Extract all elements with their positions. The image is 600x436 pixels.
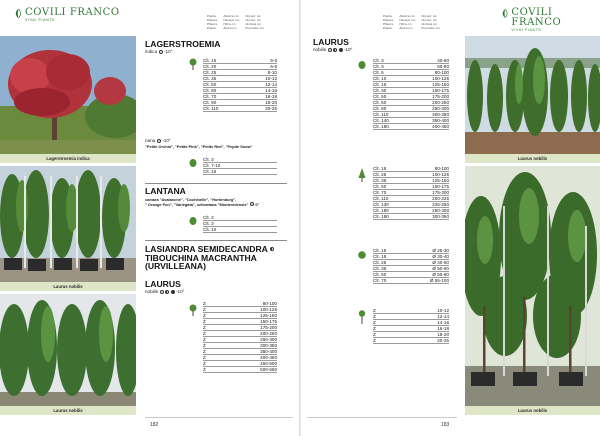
size-range: 8-10 <box>267 69 277 75</box>
legend-text: Pianta <box>383 14 392 18</box>
circumference-range: 20-25 <box>437 337 449 343</box>
size-range: 150-175 <box>260 318 277 324</box>
ball-bush-thumbnail-icon <box>358 250 366 260</box>
pot-size: Clt. 110 <box>373 195 389 201</box>
pot-size: Clt. 50 <box>373 99 387 105</box>
size-range: 125-150 <box>432 177 449 183</box>
footer-rule-right <box>307 417 457 418</box>
min-temperature: -10° <box>164 48 173 54</box>
footer-rule-left <box>145 417 293 418</box>
section-title: LAURUS <box>313 37 349 47</box>
pot-size: Clt. 3 <box>373 63 384 69</box>
section-title-line: (URVILLEANA) <box>145 261 206 272</box>
species-name: nobilis <box>313 46 327 52</box>
section-divider <box>145 183 287 184</box>
pot-size: Clt. 15 <box>203 168 217 174</box>
legend-text: Plantes <box>383 18 394 22</box>
pot-size: Clt. 60 <box>203 87 217 93</box>
legend-text: Perímetro cm <box>421 26 440 30</box>
pot-size: Clt. 35 <box>373 265 387 271</box>
laurus-left-section <box>145 280 295 295</box>
pot-size: Clt. 25 <box>373 259 387 265</box>
pot-size: Clt. 50 <box>373 271 387 277</box>
legend-text: Circonf. cm <box>421 18 437 22</box>
page-number-left: 182 <box>150 422 159 428</box>
pot-size: Clt. 70 <box>203 93 217 99</box>
laurus-right-table-3 <box>373 248 449 284</box>
legend-text: Planta <box>383 26 392 30</box>
species-name: indica <box>145 48 158 54</box>
section-subtitle <box>313 47 463 53</box>
size-range: 200-250 <box>260 330 277 336</box>
table-row <box>373 338 449 344</box>
pot-size: Clt. 15 <box>203 57 217 63</box>
size-range: 150-175 <box>432 183 449 189</box>
column-legend-right <box>383 14 440 30</box>
pot-size: Clt. 180 <box>373 123 389 129</box>
lagerstroemia-section <box>145 40 291 55</box>
pot-size: Clt. 35 <box>373 177 387 183</box>
half-shade-icon <box>165 290 169 294</box>
brand-name: COVILI FRANCO <box>511 7 562 28</box>
section-title-line: TIBOUCHINA MACRANTHA <box>145 252 257 263</box>
full-sun-icon <box>250 202 254 206</box>
size-range: 20-25 <box>265 105 277 111</box>
table-row <box>203 227 277 233</box>
size-range: 40-60 <box>437 57 449 63</box>
laurus-photo-image <box>465 166 600 406</box>
pot-size: Z <box>203 336 206 342</box>
min-temperature: 0° <box>255 201 260 207</box>
section-title: LANTANA <box>145 186 186 196</box>
size-range: 100-125 <box>432 75 449 81</box>
size-range: 200-225 <box>432 195 449 201</box>
min-temperature: -10° <box>344 46 353 52</box>
diameter-range: Ø 40-50 <box>432 259 449 265</box>
pot-size: Clt. 70 <box>373 189 387 195</box>
pot-size: Clt. 10 <box>373 75 387 81</box>
pot-size: Clt. 180 <box>373 213 389 219</box>
size-range: 175-200 <box>432 189 449 195</box>
pot-size: Clt. 70 <box>373 277 387 283</box>
pot-size: Z <box>203 360 206 366</box>
pot-size: Clt. 25 <box>203 69 217 75</box>
variety-list: " Orange Fun", "Variegata", sellowiana "Montevidensis" <box>145 201 249 207</box>
pot-size: Clt. 15 <box>373 81 387 87</box>
tree-thumbnail-icon <box>189 304 197 316</box>
table-row <box>373 278 449 284</box>
legend-text: Altura cm <box>399 26 413 30</box>
pot-size: Z <box>373 319 376 325</box>
laurus-photo-image <box>465 36 600 154</box>
lagerstroemia-nana-section <box>145 138 295 149</box>
legend-text: Pianta <box>207 14 216 18</box>
pot-size: Clt. 35 <box>203 75 217 81</box>
pot-size: Clt. 50 <box>373 93 387 99</box>
pot-size: Clt. 15 <box>373 247 387 253</box>
pot-size: Clt. 90 <box>203 99 217 105</box>
legend-text: Umfang cm <box>421 22 438 26</box>
pot-size: Clt. 50 <box>203 81 217 87</box>
circumference-range: 18-20 <box>437 331 449 337</box>
pot-size: Z <box>203 318 206 324</box>
size-range: 250-300 <box>260 336 277 342</box>
pot-size: Z <box>373 325 376 331</box>
size-range: 80-100 <box>262 300 277 306</box>
lasiandra-section <box>145 245 295 271</box>
legend-text: Circonf. cm <box>245 18 261 22</box>
legend-text: Altezza cm <box>223 14 239 18</box>
lantana-section <box>145 187 295 207</box>
photo-laurus-left-2 <box>0 294 136 406</box>
laurus-left-table <box>203 301 277 373</box>
pot-size: Clt. 25 <box>373 171 387 177</box>
size-range: 175-200 <box>432 93 449 99</box>
pot-size: Z <box>373 337 376 343</box>
pot-size: Clt. 180 <box>373 207 389 213</box>
size-range: 10-12 <box>265 75 277 81</box>
pot-size: Z <box>373 313 376 319</box>
shade-icon <box>171 290 175 294</box>
photo-laurus-right-1 <box>465 36 600 154</box>
pot-size: Clt. 3 <box>373 57 384 63</box>
size-range: 100-125 <box>432 171 449 177</box>
bush-thumbnail-icon <box>358 60 366 70</box>
size-range: 18-20 <box>265 99 277 105</box>
brand-leaf-icon <box>501 8 509 19</box>
full-sun-icon <box>157 139 161 143</box>
full-sun-icon <box>159 50 163 54</box>
brand-name: COVILI FRANCO <box>25 7 120 18</box>
size-range: 350-400 <box>432 117 449 123</box>
brand-tagline: VIVAI PIANTE <box>25 18 56 22</box>
legend-text: Perímetro cm <box>245 26 264 30</box>
size-range: 400-450 <box>260 354 277 360</box>
pot-size: Clt. 3 <box>203 156 214 162</box>
photo-laurus-left-1 <box>0 166 136 282</box>
pot-size: Z <box>373 331 376 337</box>
legend-text: Altezza cm <box>399 14 415 18</box>
circumference-range: 14-16 <box>437 319 449 325</box>
photo-lagerstroemia <box>0 36 136 154</box>
pot-size: Z <box>203 306 206 312</box>
circumference-range: 16-18 <box>437 325 449 331</box>
column-legend-left <box>207 14 264 30</box>
lagerstroemia-photo-image <box>0 36 136 154</box>
diameter-range: Ø 25-30 <box>432 247 449 253</box>
min-temperature: -10° <box>176 288 185 294</box>
size-range: 350-400 <box>260 348 277 354</box>
brand-left <box>14 8 120 22</box>
laurus-right-table-4 <box>373 308 449 344</box>
diameter-range: Ø 55-100 <box>429 277 449 283</box>
variety-list: camara "Avalanche", "Cochinelle", "Hortenburg", <box>145 196 237 202</box>
caption-laurus-right-1: Laurus nobilis <box>465 154 600 163</box>
lantana-table <box>203 215 277 233</box>
table-row <box>203 169 277 175</box>
legend-text: Plantes <box>207 18 218 22</box>
size-range: 250-300 <box>432 105 449 111</box>
section-subtitle <box>145 49 291 55</box>
brand-tagline: VIVAI PIANTE <box>511 28 542 32</box>
shade-icon <box>339 48 343 52</box>
pot-size: Clt. 80 <box>373 105 387 111</box>
brand-right <box>501 8 600 32</box>
legend-text: Hauteur cm <box>223 18 240 22</box>
pot-size: Clt. 130 <box>373 201 389 207</box>
tree-thumbnail-icon <box>189 58 197 70</box>
legend-text: Höhe cm <box>223 22 236 26</box>
legend-text: Pflanze <box>383 22 394 26</box>
legend-text: Umfang cm <box>245 22 262 26</box>
size-range: 150-175 <box>432 87 449 93</box>
circumference-range: 12-14 <box>437 313 449 319</box>
caption-laurus-left-1: Laurus nobilis <box>0 282 136 291</box>
page-spine <box>299 0 301 436</box>
diameter-range: Ø 50-60 <box>432 271 449 277</box>
section-divider <box>145 240 287 241</box>
pot-size: Z <box>203 342 206 348</box>
laurus-photo-image <box>0 294 136 406</box>
legend-text: Circonf. cm <box>245 14 261 18</box>
size-range: 12-14 <box>265 81 277 87</box>
size-range: 300-350 <box>432 111 449 117</box>
size-range: 500-550 <box>260 366 277 372</box>
lagerstroemia-table <box>203 58 277 112</box>
pot-size: Clt. 110 <box>373 111 389 117</box>
size-range: 300-350 <box>260 342 277 348</box>
page-number-right: 183 <box>441 422 450 428</box>
size-range: 175-200 <box>260 324 277 330</box>
pot-size: Clt. 18 <box>373 253 387 259</box>
variety-list: "Petite Orchid", "Petite Pink", "Petite Red", "Pepite Snow" <box>145 144 253 149</box>
pot-size: Z <box>203 354 206 360</box>
size-range: 80-100 <box>434 69 449 75</box>
legend-text: Pflanze <box>207 22 218 26</box>
section-title-line: LASIANDRA SEMIDECANDRA <box>145 244 268 254</box>
cone-tree-thumbnail-icon <box>358 168 366 182</box>
pot-size: Clt. 18 <box>373 165 387 171</box>
size-range: 400-450 <box>432 123 449 129</box>
size-range: 60-80 <box>437 63 449 69</box>
size-range: 125-150 <box>432 81 449 87</box>
size-range: 100-125 <box>260 306 277 312</box>
diameter-range: Ø 50-60 <box>432 265 449 271</box>
table-row <box>373 214 449 220</box>
pot-size: Clt. 110 <box>203 105 219 111</box>
full-sun-icon <box>328 48 332 52</box>
size-range: 300-350 <box>432 213 449 219</box>
pot-size: Clt. 2 <box>203 214 214 220</box>
pot-size: Z <box>203 366 206 372</box>
caption-lagerstroemia: Lagerstroemia indica <box>0 154 136 163</box>
variety-list-with-temp <box>145 202 295 207</box>
brand-leaf-icon <box>14 8 23 19</box>
photo-laurus-right-2 <box>465 166 600 406</box>
size-range: 125-150 <box>260 312 277 318</box>
size-range: 200-250 <box>432 99 449 105</box>
section-title: LAURUS <box>145 279 181 289</box>
pot-size: Clt. 5 <box>373 69 384 75</box>
pot-size: Clt. 3 <box>203 220 214 226</box>
table-row <box>373 124 449 130</box>
section-title: LAGERSTROEMIA <box>145 39 221 49</box>
caption-laurus-right-2: Laurus nobilis <box>465 406 600 415</box>
size-range: 250-300 <box>432 207 449 213</box>
size-range: 16-18 <box>265 93 277 99</box>
laurus-right-table-1 <box>373 58 449 130</box>
size-range: 14-16 <box>265 87 277 93</box>
pot-size: Clt. 50 <box>373 183 387 189</box>
size-range: 80-100 <box>434 165 449 171</box>
size-range: 6-8 <box>270 63 277 69</box>
pot-size: Clt. 20 <box>203 63 217 69</box>
pot-size: Z <box>203 348 206 354</box>
pot-size: Clt. 7-10 <box>203 162 221 168</box>
pot-size: Z <box>373 307 376 313</box>
laurus-right-table-2 <box>373 166 449 220</box>
variety-name: nana <box>145 138 156 143</box>
laurus-right-section <box>313 38 463 53</box>
section-subtitle <box>145 289 295 295</box>
pot-size: Clt. 30 <box>373 87 387 93</box>
table-row <box>203 367 277 373</box>
laurus-photo-image <box>0 166 136 282</box>
pot-size: Clt. 10 <box>203 226 217 232</box>
size-range: 5-6 <box>270 57 277 63</box>
shrub-thumbnail-icon <box>189 216 197 226</box>
legend-text: Hauteur cm <box>399 18 416 22</box>
circumference-range: 10-12 <box>437 307 449 313</box>
legend-text: Planta <box>207 26 216 30</box>
legend-text: Höhe cm <box>399 22 412 26</box>
pot-size: Z <box>203 300 206 306</box>
lagerstroemia-nana-table <box>203 157 277 175</box>
pot-size: Z <box>203 330 206 336</box>
size-range: 450-500 <box>260 360 277 366</box>
caption-laurus-left-2: Laurus nobilis <box>0 406 136 415</box>
species-name: nobilis <box>145 288 159 294</box>
table-row <box>203 106 277 112</box>
legend-text: Circonf. cm <box>421 14 437 18</box>
standard-tree-thumbnail-icon <box>358 310 366 324</box>
full-sun-icon <box>160 290 164 294</box>
pot-size: Z <box>203 312 206 318</box>
diameter-range: Ø 30-40 <box>432 253 449 259</box>
pot-size: Z <box>203 324 206 330</box>
legend-text: Altura cm <box>223 26 237 30</box>
half-shade-icon <box>333 48 337 52</box>
shrub-thumbnail-icon <box>189 158 197 168</box>
pot-size: Clt. 140 <box>373 117 389 123</box>
min-temperature: -10° <box>162 138 171 143</box>
half-shade-icon <box>270 247 274 251</box>
size-range: 225-250 <box>432 201 449 207</box>
